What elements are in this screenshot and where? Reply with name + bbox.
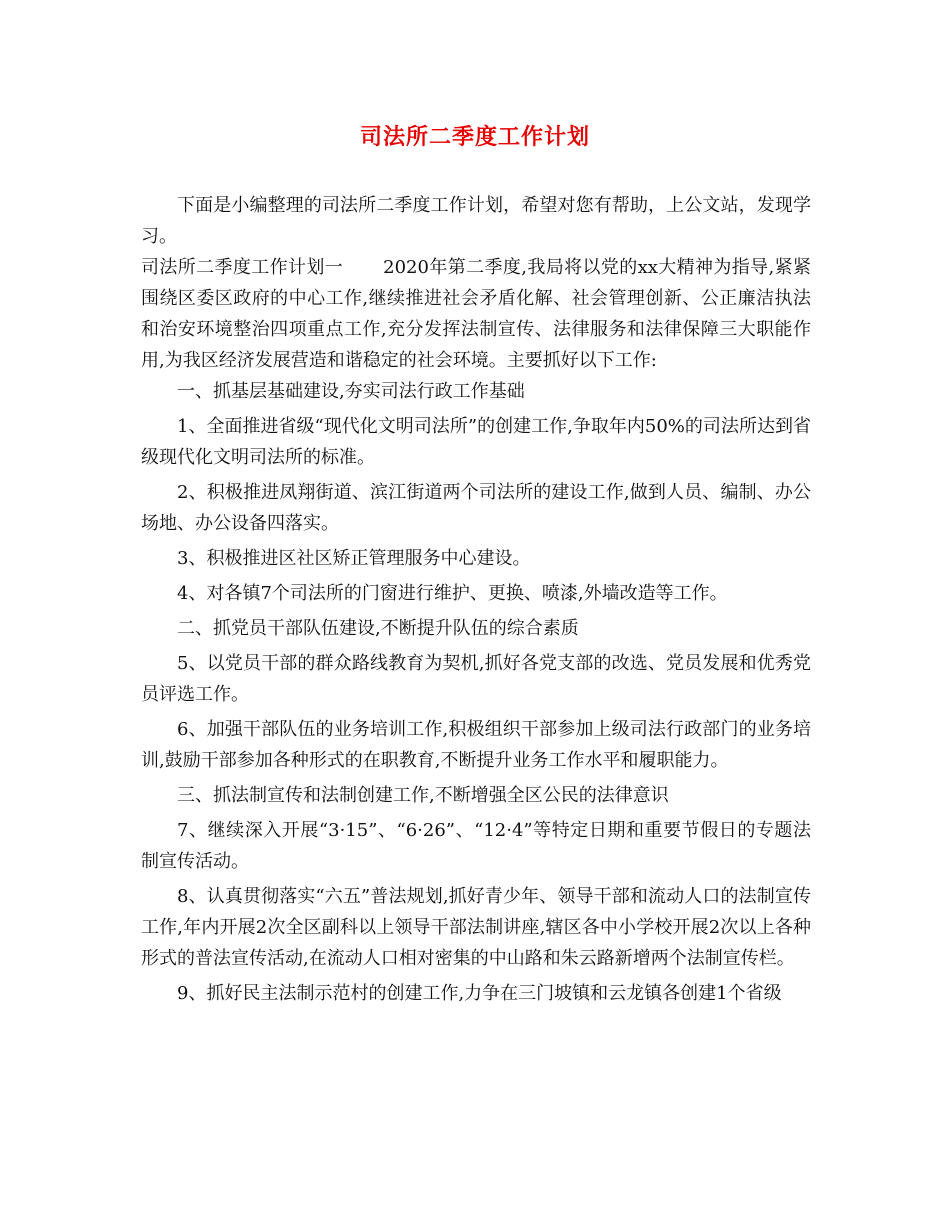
plan-intro-text: 2020年第二季度,我局将以党的xx大精神为指导,紧紧围绕区委区政府的中心工作,继续推进社会矛盾化解、社会管理创新、公正廉洁执法和治安环境整治四项重点工作,充分发挥法制宣传、法律服务和法律保障三大职能作用,为我区经济发展营造和谐稳定的社会环境。主要抓好以下工作: <box>141 257 812 371</box>
list-item: 8、认真贯彻落实“六五”普法规划,抓好青少年、领导干部和流动人口的法制宣传工作,年内开展2次全区副科以上领导干部法制讲座,辖区各中小学校开展2次以上各种形式的普法宣传活动,在流动人口相对密集的中山路和朱云路新增两个法制宣传栏。 <box>141 886 811 969</box>
document-title: 司法所二季度工作计划 <box>359 124 590 150</box>
list-item: 9、抓好民主法制示范村的创建工作,力争在三门坡镇和云龙镇各创建1个省级 <box>177 983 782 1004</box>
list-item: 3、积极推进区社区矫正管理服务中心建设。 <box>177 548 531 569</box>
list-item: 7、继续深入开展“3·15”、“6·26”、“12·4”等特定日期和重要节假日的专题法制宣传活动。 <box>141 820 811 872</box>
section-heading: 二、抓党员干部队伍建设,不断提升队伍的综合素质 <box>177 618 579 639</box>
list-item: 6、加强干部队伍的业务培训工作,积极组织干部参加上级司法行政部门的业务培训,鼓励干部参加各种形式的在职教育,不断提升业务工作水平和履职能力。 <box>141 719 811 771</box>
intro-paragraph: 下面是小编整理的司法所二季度工作计划，希望对您有帮助，上公文站，发现学习。 <box>141 195 811 247</box>
document-body <box>141 190 811 1013</box>
section-heading: 三、抓法制宣传和法制创建工作,不断增强全区公民的法律意识 <box>177 785 669 806</box>
section-heading: 一、抓基层基础建设,夯实司法行政工作基础 <box>177 381 525 402</box>
plan-heading: 司法所二季度工作计划一 <box>141 257 344 278</box>
plan-intro-paragraph <box>141 252 811 376</box>
list-item: 1、全面推进省级“现代化文明司法所”的创建工作,争取年内50%的司法所达到省级现代化文明司法所的标准。 <box>141 416 811 468</box>
list-item: 5、以党员干部的群众路线教育为契机,抓好各党支部的改选、党员发展和优秀党员评选工作。 <box>141 653 811 705</box>
list-item: 2、积极推进凤翔街道、滨江街道两个司法所的建设工作,做到人员、编制、办公场地、办公设备四落实。 <box>141 482 811 534</box>
list-item: 4、对各镇7个司法所的门窗进行维护、更换、喷漆,外墙改造等工作。 <box>177 583 728 604</box>
